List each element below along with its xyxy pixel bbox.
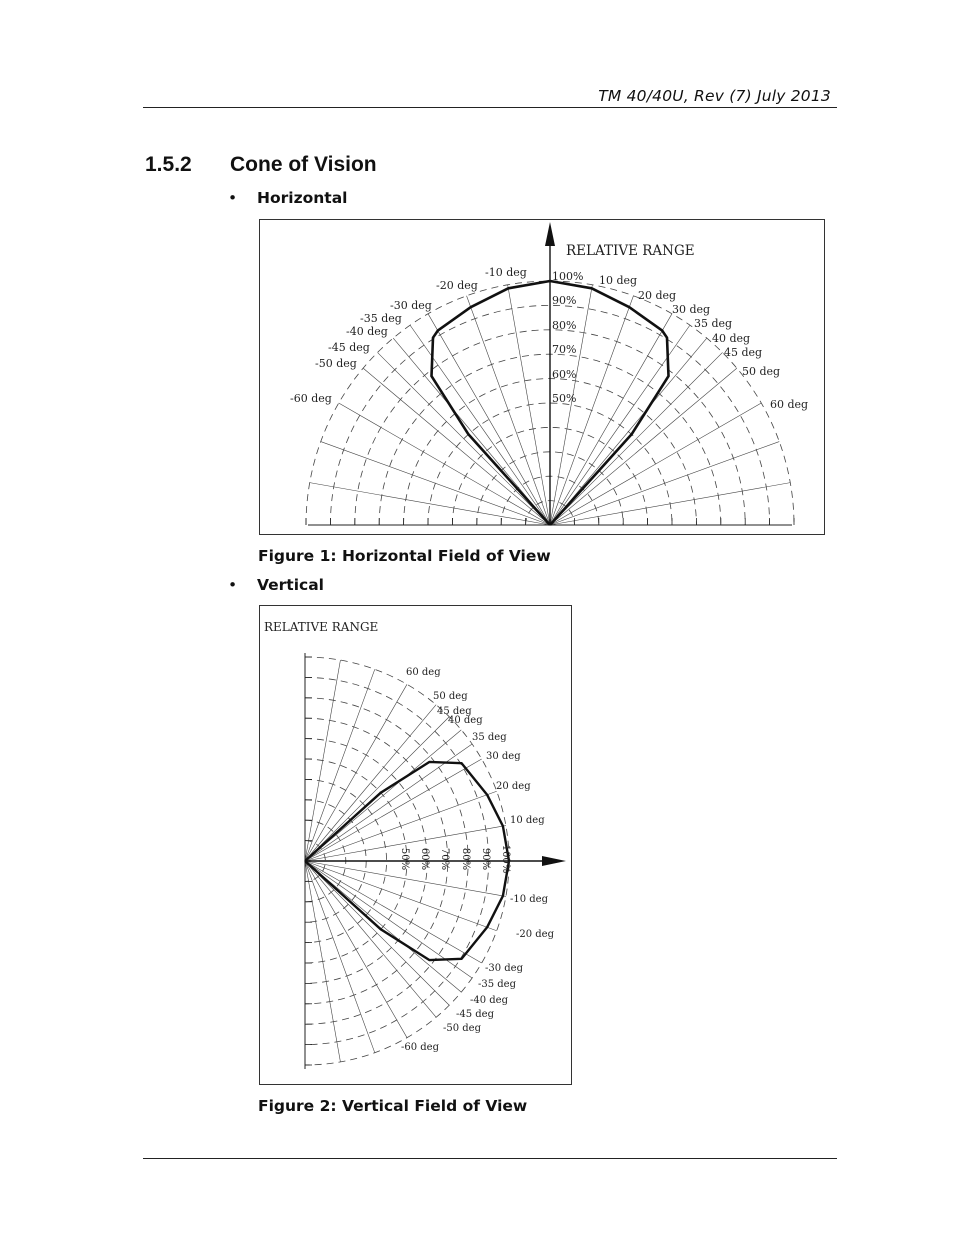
axis-arrow (545, 222, 555, 246)
percent-label: 100% (500, 844, 511, 874)
angle-label: -60 deg (401, 1042, 440, 1053)
angle-label: -10 deg (485, 266, 527, 279)
axis-arrow (542, 856, 566, 866)
percent-label: 100% (552, 270, 584, 283)
angle-label: -40 deg (346, 325, 388, 338)
footer-rule (143, 1158, 837, 1159)
percent-label: 60% (552, 368, 577, 381)
section-number: 1.5.2 (145, 153, 192, 176)
percent-label: 70% (552, 343, 577, 356)
angle-label: 60 deg (770, 398, 809, 411)
angle-label: 30 deg (672, 303, 711, 316)
angle-label: 40 deg (448, 715, 483, 726)
angle-label: -40 deg (470, 995, 509, 1006)
angle-label: 45 deg (437, 706, 472, 717)
angle-ray (339, 403, 550, 525)
angle-label: -35 deg (360, 312, 402, 325)
percent-label: 80% (552, 319, 577, 332)
angle-label: -45 deg (456, 1009, 495, 1020)
vertical-fov-diagram (260, 606, 571, 1084)
angle-label: 35 deg (694, 317, 733, 330)
bullet-dot-icon: • (228, 189, 238, 207)
angle-label: -20 deg (436, 279, 478, 292)
angle-label: -10 deg (510, 894, 549, 905)
bullet-label: Vertical (257, 576, 324, 594)
bullet-horizontal (228, 189, 347, 207)
angle-ray (305, 861, 375, 1053)
angle-label: -45 deg (328, 341, 370, 354)
angle-label: -20 deg (516, 929, 555, 940)
vertical-fov-figure (259, 605, 572, 1085)
percent-label: 60% (419, 847, 430, 871)
bullet-dot-icon: • (228, 576, 238, 594)
angle-label: 50 deg (433, 691, 468, 702)
angle-label: 10 deg (510, 815, 545, 826)
angle-label: 35 deg (472, 732, 507, 743)
chart-title: RELATIVE RANGE (264, 620, 379, 634)
horizontal-fov-figure (259, 219, 825, 535)
bullet-vertical (228, 576, 324, 594)
document-reference: TM 40/40U, Rev (7) July 2013 (598, 87, 831, 105)
angle-label: 40 deg (712, 332, 751, 345)
angle-label: -60 deg (290, 392, 332, 405)
angle-label: -30 deg (485, 963, 524, 974)
angle-label: 60 deg (406, 667, 441, 678)
angle-label: 10 deg (599, 274, 638, 287)
angle-ray (428, 314, 550, 525)
angle-label: -30 deg (390, 299, 432, 312)
angle-label: 20 deg (638, 289, 677, 302)
angle-label: 45 deg (724, 346, 763, 359)
percent-label: 90% (480, 847, 491, 871)
angle-label: -35 deg (478, 979, 517, 990)
angle-label: -50 deg (315, 357, 357, 370)
percent-label: 50% (399, 847, 410, 871)
horizontal-fov-diagram (260, 220, 824, 534)
header-rule (143, 107, 837, 108)
chart-title: RELATIVE RANGE (566, 243, 695, 259)
percent-label: 50% (552, 392, 577, 405)
percent-label: 90% (552, 294, 577, 307)
percent-label: 80% (460, 847, 471, 871)
angle-label: 20 deg (496, 781, 531, 792)
angle-label: -50 deg (443, 1023, 482, 1034)
bullet-label: Horizontal (257, 189, 348, 207)
angle-ray (305, 669, 375, 861)
angle-label: 50 deg (742, 365, 781, 378)
angle-label: 30 deg (486, 751, 521, 762)
figure-2-caption: Figure 2: Vertical Field of View (258, 1097, 528, 1115)
percent-label: 70% (439, 847, 450, 871)
figure-1-caption: Figure 1: Horizontal Field of View (258, 547, 551, 565)
section-heading (145, 153, 377, 177)
angle-ray (550, 403, 761, 525)
section-title: Cone of Vision (230, 153, 377, 176)
